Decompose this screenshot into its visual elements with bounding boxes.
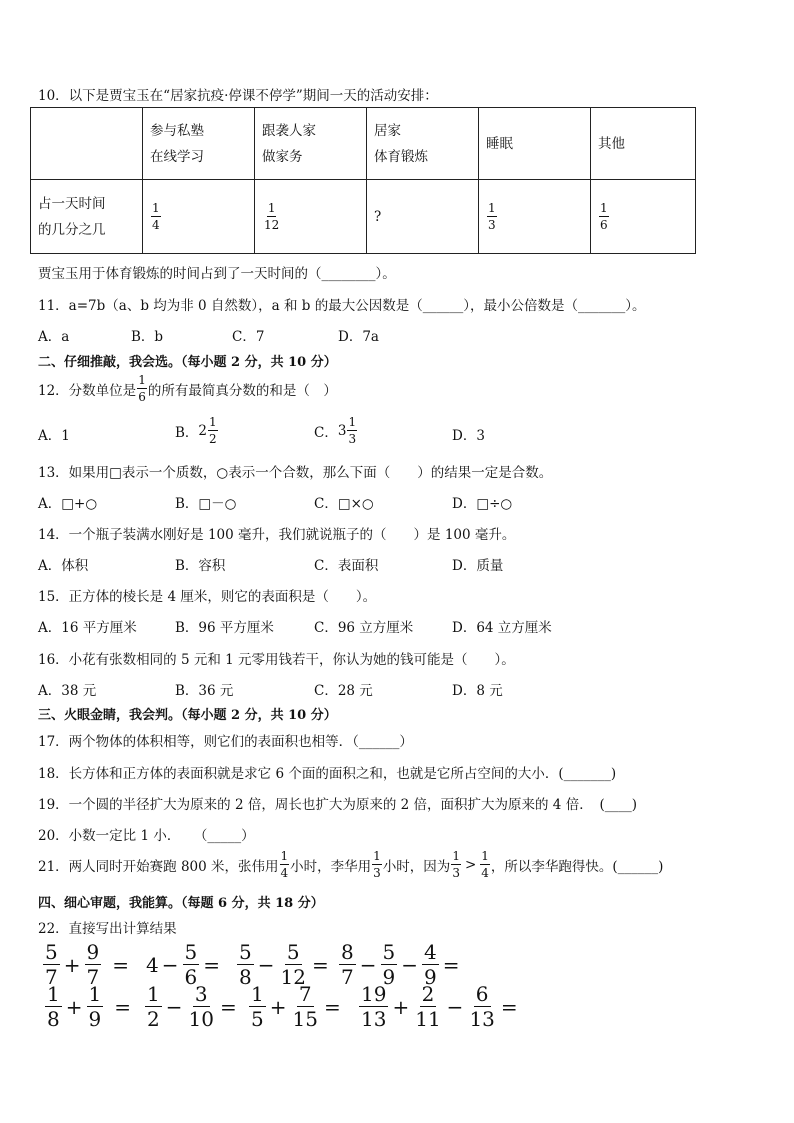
section-3-heading: 三、火眼金睛，我会判。（每小题 2 分，共 10 分） bbox=[38, 708, 337, 723]
q13-option-b: B．□－○ bbox=[175, 496, 237, 512]
equals-sign: = bbox=[114, 994, 131, 1019]
denominator: 3 bbox=[373, 866, 381, 880]
fraction bbox=[237, 942, 254, 987]
q12-pre: 12．分数单位是 bbox=[38, 382, 137, 399]
mixed-fraction bbox=[208, 416, 218, 445]
fraction bbox=[467, 984, 496, 1029]
fraction bbox=[480, 850, 490, 879]
calc-expression-3 bbox=[236, 942, 332, 987]
value-cell bbox=[143, 180, 255, 254]
q12-option-a: A．1 bbox=[38, 428, 70, 444]
numerator: 1 bbox=[209, 415, 217, 429]
operator: + bbox=[392, 994, 410, 1019]
calc-expression-6 bbox=[144, 984, 240, 1029]
equals-sign: = bbox=[112, 952, 129, 977]
greater-than-sign: > bbox=[464, 856, 477, 873]
fraction bbox=[280, 850, 290, 879]
q11-option-b: B．b bbox=[131, 329, 164, 345]
denominator: 7 bbox=[86, 965, 100, 989]
q22-title: 22．直接写出计算结果 bbox=[38, 921, 177, 937]
header-line: 跟袭人家 bbox=[262, 122, 316, 139]
calc-expression-8 bbox=[358, 984, 521, 1029]
q12-option-c bbox=[314, 416, 358, 445]
equals-sign: = bbox=[219, 994, 237, 1019]
denominator: 8 bbox=[239, 965, 252, 989]
section-2-heading: 二、仔细推敲，我会选。（每小题 2 分，共 10 分） bbox=[38, 355, 337, 370]
q12-post: 的所有最简真分数的和是（ ） bbox=[147, 382, 337, 399]
denominator: 3 bbox=[488, 218, 496, 232]
q21-part: 小时，李华用 bbox=[290, 858, 372, 875]
equals-sign: = bbox=[203, 952, 220, 977]
mixed-whole: 3 bbox=[337, 422, 347, 439]
q13-option-c: C．□×○ bbox=[314, 496, 374, 512]
numerator: 1 bbox=[152, 201, 160, 215]
fraction bbox=[422, 942, 439, 987]
denominator: 13 bbox=[361, 1007, 387, 1031]
fraction bbox=[45, 984, 62, 1029]
denominator: 3 bbox=[348, 432, 357, 446]
header-line: 在线学习 bbox=[150, 148, 204, 165]
q11-option-d: D．7a bbox=[338, 329, 379, 345]
q14-option-a: A．体积 bbox=[38, 558, 89, 574]
header-exercise bbox=[367, 108, 479, 180]
denominator: 4 bbox=[152, 218, 160, 232]
unknown-value: ? bbox=[374, 208, 382, 225]
numerator: 1 bbox=[147, 982, 160, 1006]
numerator: 6 bbox=[475, 982, 489, 1006]
equals-sign: = bbox=[442, 952, 460, 977]
operator: + bbox=[63, 952, 81, 977]
q21-part: ，所以李华跑得快。(______) bbox=[490, 858, 664, 875]
numerator: 5 bbox=[184, 940, 198, 964]
operator: − bbox=[359, 952, 377, 977]
q13-text: 13．如果用□表示一个质数，○表示一个合数，那么下面（ ）的结果一定是合数。 bbox=[38, 465, 553, 481]
q14-option-b: B．容积 bbox=[175, 558, 226, 574]
q16-text: 16．小花有张数相同的 5 元和 1 元零用钱若干，你认为她的钱可能是（ ）。 bbox=[38, 652, 515, 668]
q19-text: 19．一个圆的半径扩大为原来的 2 倍，周长也扩大为原来的 2 倍，面积扩大为原来的 4 倍． (____) bbox=[38, 797, 637, 813]
denominator: 13 bbox=[469, 1007, 495, 1031]
row-label-line: 的几分之几 bbox=[38, 221, 106, 238]
operator: − bbox=[401, 952, 418, 977]
table-value-row bbox=[31, 180, 696, 254]
q20-text: 20．小数一定比 1 小． （_____） bbox=[38, 828, 255, 844]
numerator: 5 bbox=[286, 940, 300, 964]
value-cell bbox=[367, 180, 479, 254]
equals-sign: = bbox=[311, 952, 329, 977]
operator: − bbox=[446, 994, 464, 1019]
q18-text: 18．长方体和正方体的表面积就是求它 6 个面的面积之和，也就是它所占空间的大小．(_______) bbox=[38, 766, 617, 782]
numerator: 19 bbox=[361, 982, 387, 1006]
q11-option-a: A．a bbox=[38, 329, 70, 345]
numerator: 1 bbox=[280, 849, 289, 863]
denominator: 9 bbox=[88, 1007, 102, 1031]
q21-part: 小时，因为 bbox=[382, 858, 451, 875]
denominator: 10 bbox=[188, 1007, 214, 1031]
header-line: 参与私塾 bbox=[150, 122, 204, 139]
denominator: 15 bbox=[292, 1007, 318, 1031]
q14-option-d: D．质量 bbox=[452, 558, 504, 574]
numerator: 1 bbox=[88, 982, 102, 1006]
q13-option-a: A．□+○ bbox=[38, 496, 98, 512]
q12-option-d: D．3 bbox=[452, 428, 485, 444]
q15-option-d: D．64 立方厘米 bbox=[452, 620, 552, 636]
calc-expression-5 bbox=[44, 984, 134, 1029]
denominator: 12 bbox=[280, 965, 306, 989]
activity-table bbox=[30, 107, 696, 254]
denominator: 9 bbox=[424, 965, 437, 989]
calc-expression-2 bbox=[146, 942, 223, 987]
operator: + bbox=[269, 994, 287, 1019]
numerator: 8 bbox=[341, 940, 354, 964]
header-line: 体育锻炼 bbox=[374, 148, 428, 165]
fraction bbox=[413, 984, 442, 1029]
numerator: 1 bbox=[267, 201, 276, 215]
header-line: 睡眠 bbox=[486, 135, 513, 152]
operator: + bbox=[65, 994, 83, 1019]
operator: − bbox=[161, 952, 179, 977]
value-cell bbox=[255, 180, 367, 254]
value-cell bbox=[479, 180, 591, 254]
denominator: 6 bbox=[138, 390, 146, 404]
numerator: 1 bbox=[47, 982, 60, 1006]
q10-title: 10．以下是贾宝玉在“居家抗疫·停课不停学”期间一天的活动安排： bbox=[38, 88, 438, 104]
numerator: 1 bbox=[488, 201, 496, 215]
q12-option-b bbox=[175, 416, 219, 445]
fraction bbox=[487, 202, 497, 231]
numerator: 2 bbox=[421, 982, 435, 1006]
fraction bbox=[85, 942, 102, 987]
fraction bbox=[145, 984, 162, 1029]
numerator: 5 bbox=[45, 940, 58, 964]
q12-unit-fraction bbox=[137, 374, 147, 403]
fraction bbox=[291, 984, 320, 1029]
mixed-fraction bbox=[347, 416, 357, 445]
denominator: 8 bbox=[47, 1007, 60, 1031]
denominator: 2 bbox=[147, 1007, 160, 1031]
q16-option-c: C．28 元 bbox=[314, 683, 373, 699]
denominator: 4 bbox=[280, 866, 289, 880]
numerator: 1 bbox=[452, 849, 460, 863]
q10-question: 贾宝玉用于体育锻炼的时间占到了一天时间的（________）。 bbox=[38, 266, 396, 282]
calc-expression-1 bbox=[42, 942, 132, 987]
numerator: 1 bbox=[251, 982, 264, 1006]
fraction bbox=[263, 202, 280, 231]
q11-text: 11．a=7b（a、b 均为非 0 自然数），a 和 b 的最大公因数是（______），最小公倍数是（_______）。 bbox=[38, 298, 646, 314]
q16-option-b: B．36 元 bbox=[175, 683, 234, 699]
operator: − bbox=[165, 994, 183, 1019]
q15-option-b: B．96 平方厘米 bbox=[175, 620, 274, 636]
header-other bbox=[591, 108, 696, 180]
numerator: 9 bbox=[86, 940, 100, 964]
q16-option-a: A．38 元 bbox=[38, 683, 97, 699]
calc-expression-7 bbox=[248, 984, 344, 1029]
numerator: 5 bbox=[239, 940, 252, 964]
fraction bbox=[187, 984, 216, 1029]
header-housework bbox=[255, 108, 367, 180]
denominator: 11 bbox=[415, 1007, 441, 1031]
fraction bbox=[451, 850, 461, 879]
numerator: 5 bbox=[382, 940, 396, 964]
row-label bbox=[31, 180, 143, 254]
q13-option-d: D．□÷○ bbox=[452, 496, 513, 512]
q15-option-c: C．96 立方厘米 bbox=[314, 620, 414, 636]
q17-text: 17．两个物体的体积相等，则它们的表面积也相等．（______） bbox=[38, 734, 413, 750]
value-cell bbox=[591, 180, 696, 254]
calc-expression-4 bbox=[338, 942, 463, 987]
fraction bbox=[372, 850, 382, 879]
denominator: 5 bbox=[251, 1007, 264, 1031]
q21-text bbox=[38, 850, 663, 879]
fraction bbox=[599, 202, 609, 231]
fraction bbox=[87, 984, 104, 1029]
numerator: 1 bbox=[600, 201, 608, 215]
equals-sign: = bbox=[500, 994, 518, 1019]
header-online-study bbox=[143, 108, 255, 180]
denominator: 7 bbox=[341, 965, 354, 989]
q21-part: 21．两人同时开始赛跑 800 米，张伟用 bbox=[38, 858, 279, 875]
numerator: 1 bbox=[481, 849, 489, 863]
denominator: 9 bbox=[382, 965, 396, 989]
q11-option-c: C．7 bbox=[232, 329, 265, 345]
q15-option-a: A．16 平方厘米 bbox=[38, 620, 137, 636]
table-header-row bbox=[31, 108, 696, 180]
option-label: B． bbox=[175, 424, 199, 441]
denominator: 7 bbox=[45, 965, 58, 989]
section-4-heading: 四、细心审题，我能算。（每题 6 分，共 18 分） bbox=[38, 896, 324, 911]
denominator: 3 bbox=[452, 866, 460, 880]
numerator: 7 bbox=[298, 982, 312, 1006]
fraction bbox=[339, 942, 356, 987]
q12-text bbox=[38, 374, 337, 403]
header-line: 其他 bbox=[598, 135, 625, 152]
numerator: 3 bbox=[194, 982, 208, 1006]
fraction bbox=[43, 942, 60, 987]
fraction bbox=[359, 984, 388, 1029]
denominator: 4 bbox=[481, 866, 489, 880]
header-line: 居家 bbox=[374, 122, 401, 139]
numerator: 4 bbox=[424, 940, 437, 964]
denominator: 6 bbox=[184, 965, 198, 989]
fraction bbox=[183, 942, 200, 987]
numerator: 1 bbox=[348, 415, 357, 429]
q15-text: 15．正方体的棱长是 4 厘米，则它的表面积是（ ）。 bbox=[38, 589, 377, 605]
row-label-line: 占一天时间 bbox=[38, 195, 106, 212]
whole-number: 4 bbox=[146, 952, 159, 977]
denominator: 6 bbox=[600, 218, 608, 232]
denominator: 12 bbox=[264, 218, 280, 232]
table-corner-cell bbox=[31, 108, 143, 180]
header-sleep bbox=[479, 108, 591, 180]
fraction bbox=[151, 202, 161, 231]
fraction bbox=[381, 942, 398, 987]
mixed-whole: 2 bbox=[198, 422, 208, 439]
numerator: 1 bbox=[138, 373, 146, 387]
header-line: 做家务 bbox=[262, 148, 303, 165]
fraction bbox=[249, 984, 266, 1029]
q16-option-d: D．8 元 bbox=[452, 683, 503, 699]
q14-text: 14．一个瓶子装满水刚好是 100 毫升，我们就说瓶子的（ ）是 100 毫升。 bbox=[38, 527, 516, 543]
numerator: 1 bbox=[373, 849, 381, 863]
denominator: 2 bbox=[209, 432, 217, 446]
q14-option-c: C．表面积 bbox=[314, 558, 379, 574]
fraction bbox=[279, 942, 308, 987]
equals-sign: = bbox=[323, 994, 341, 1019]
option-label: C． bbox=[314, 424, 338, 441]
operator: − bbox=[257, 952, 275, 977]
